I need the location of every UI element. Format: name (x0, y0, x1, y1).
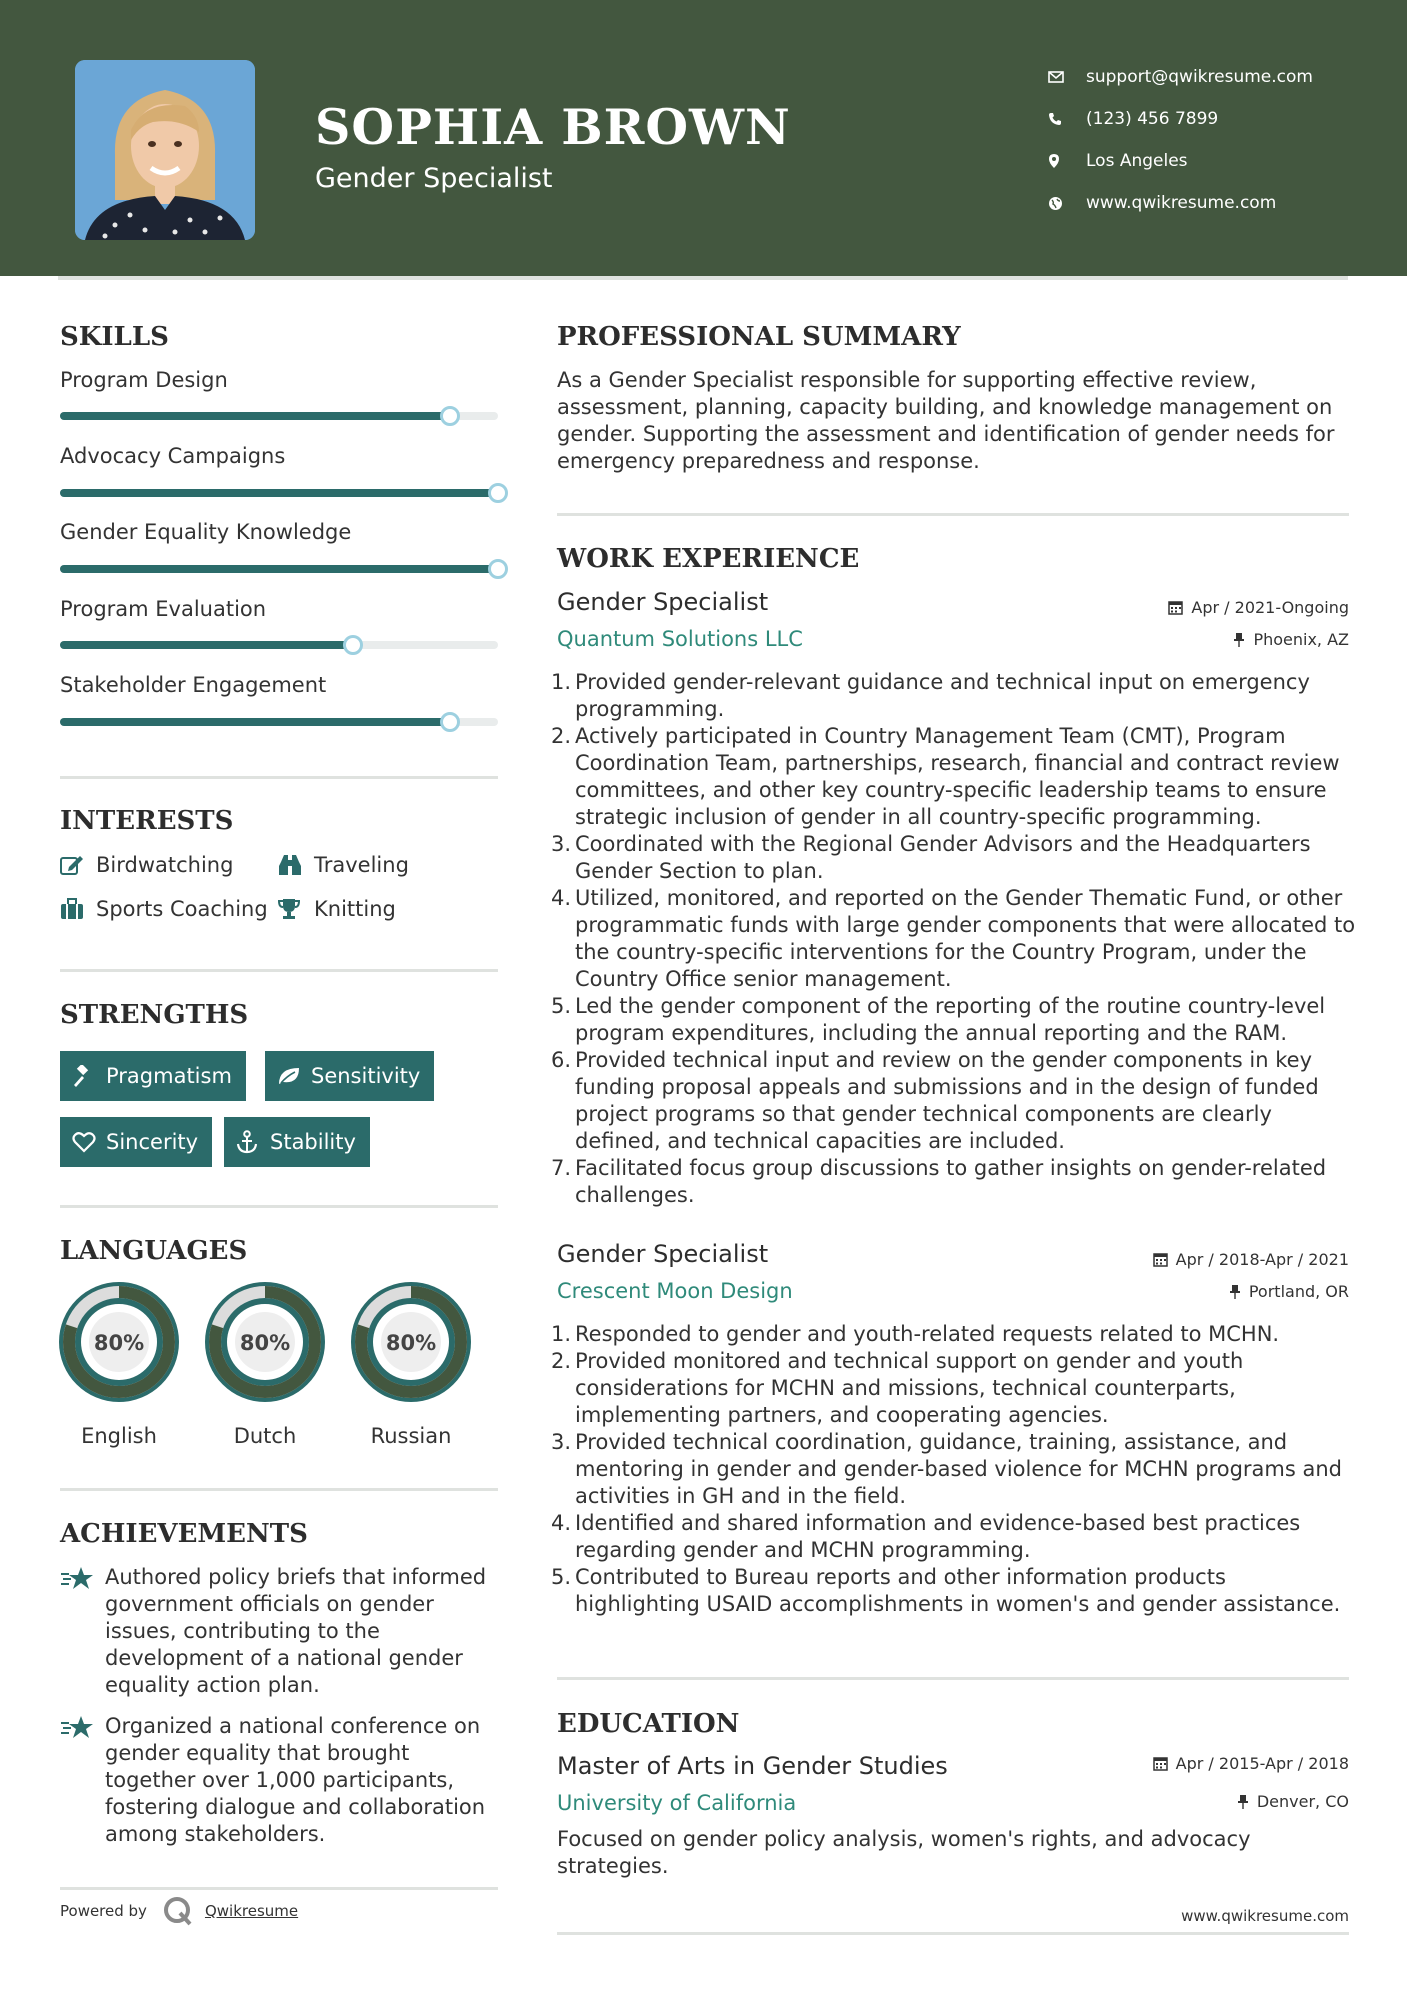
job-bullets (551, 1321, 1357, 1618)
contact-phone-text: (123) 456 7899 (1086, 109, 1219, 129)
pushpin-icon (1233, 632, 1245, 647)
strengths-title: STRENGTHS (60, 1000, 249, 1030)
summary-title: PROFESSIONAL SUMMARY (557, 322, 961, 352)
skill-label: Program Design (60, 368, 228, 392)
job-bullet: 4. Utilized, monitored, and reported on the Gender Thematic Fund, or other programmatic funds with large gender components that were allocated to the country-specific interventions for the Country Program, under the Country Office senior management. (551, 886, 1356, 991)
strength-tag (60, 1117, 212, 1167)
skill-bar-fill (60, 641, 353, 649)
language-percent: 80% (239, 1331, 291, 1355)
language-percent: 80% (385, 1331, 437, 1355)
education-title: EDUCATION (557, 1709, 740, 1739)
job-bullet: 1. Responded to gender and youth-related requests related to MCHN. (551, 1322, 1280, 1346)
section-divider (60, 1488, 498, 1491)
education-text: Focused on gender policy analysis, women's rights, and advocacy strategies. (557, 1827, 1251, 1878)
interests-title: INTERESTS (60, 806, 234, 836)
contact-email-text: support@qwikresume.com (1086, 67, 1313, 87)
language-item (349, 1280, 473, 1448)
section-divider (557, 1677, 1349, 1680)
qwikresume-link[interactable]: Qwikresume (204, 1902, 299, 1920)
contact-location-text: Los Angeles (1086, 151, 1188, 171)
language-donut (203, 1280, 327, 1404)
strength-tag (60, 1051, 246, 1101)
achievement-item (60, 1713, 500, 1848)
globe-icon (1048, 193, 1086, 213)
language-percent: 80% (93, 1331, 145, 1355)
job-bullet: 2. Actively participated in Country Management Team (CMT), Program Coordination Team, partnerships, research, financial and contract review committees, and other key country-specific leadership teams to ensure strategic inclusion of gender in all country-specific programming. (551, 724, 1340, 829)
skill-label: Program Evaluation (60, 597, 267, 621)
skill-bar-fill (60, 718, 450, 726)
briefcase-icon (60, 898, 96, 920)
gavel-icon (72, 1065, 106, 1087)
language-item (57, 1280, 181, 1448)
skill-bar-fill (60, 489, 498, 497)
strength-tag (224, 1117, 370, 1167)
edit-icon (60, 854, 96, 876)
education-location-text: Denver, CO (1256, 1792, 1349, 1811)
job-bullet: 3. Provided technical coordination, guidance, training, assistance, and mentoring in gender and gender-based violence for MCHN programs and activities in GH and in the field. (551, 1430, 1343, 1508)
job-bullets (551, 669, 1357, 1209)
achievement-item (60, 1564, 500, 1699)
calendar-icon (1168, 600, 1183, 615)
skill-bar (60, 565, 498, 573)
calendar-icon (1153, 1756, 1168, 1771)
strength-label: Stability (270, 1130, 356, 1154)
contact-list (1048, 56, 1378, 224)
powered-by (60, 1896, 298, 1926)
education-dates-text: Apr / 2015-Apr / 2018 (1175, 1754, 1349, 1773)
footer-divider (557, 1932, 1349, 1935)
skill-bar-knob (343, 635, 363, 655)
job-bullet: 5. Led the gender component of the reporting of the routine country-level program expenditures, including the annual reporting and the RAM. (551, 994, 1326, 1045)
heart-icon (72, 1131, 106, 1153)
skill-label: Gender Equality Knowledge (60, 520, 352, 544)
resume-header (0, 0, 1407, 276)
trophy-icon (278, 898, 314, 920)
interest-item (60, 853, 233, 877)
interest-label: Knitting (314, 897, 396, 921)
skill-bar-knob (440, 712, 460, 732)
language-item (203, 1280, 327, 1448)
skill-bar (60, 718, 498, 726)
degree-title: Master of Arts in Gender Studies (557, 1752, 948, 1780)
language-label: Dutch (233, 1424, 297, 1448)
envelope-icon (1048, 67, 1086, 87)
skill-bar (60, 412, 498, 420)
strength-label: Sensitivity (311, 1064, 421, 1088)
section-divider (60, 776, 498, 779)
language-donut (57, 1280, 181, 1404)
skill-bar-knob (488, 483, 508, 503)
skill-bar (60, 641, 498, 649)
achievement-text: Organized a national conference on gender equality that brought together over 1,000 participants, fostering dialogue and collaboration among stakeholders. (105, 1714, 486, 1846)
phone-icon (1048, 109, 1086, 129)
school-name: University of California (557, 1791, 797, 1815)
contact-website-text: www.qwikresume.com (1086, 193, 1277, 213)
job-location-text: Phoenix, AZ (1253, 630, 1349, 649)
portrait-image (75, 60, 255, 240)
strength-tag (265, 1051, 434, 1101)
profile-photo (75, 60, 255, 240)
interest-item (278, 853, 409, 877)
skill-bar-fill (60, 412, 450, 420)
education-location (1237, 1792, 1349, 1811)
language-label: English (81, 1424, 157, 1448)
strength-label: Sincerity (106, 1130, 199, 1154)
pushpin-icon (1237, 1794, 1249, 1809)
powered-by-text: Powered by (60, 1902, 147, 1920)
summary-text: As a Gender Specialist responsible for supporting effective review, assessment, planning, capacity building, and knowledge management on gender. Supporting the assessment and identification of gender needs for emergency preparedness and response. (557, 368, 1335, 473)
language-label: Russian (370, 1424, 452, 1448)
job-bullet: 2. Provided monitored and technical support on gender and youth considerations for MCHN and missions, technical counterparts, implementing partners, and cooperating agencies. (551, 1349, 1244, 1427)
section-divider (60, 1887, 498, 1890)
interest-item (278, 897, 396, 921)
skill-bar-fill (60, 565, 498, 573)
achievements-title: ACHIEVEMENTS (60, 1519, 308, 1549)
job-dates-text: Apr / 2018-Apr / 2021 (1175, 1250, 1349, 1269)
star-icon (60, 1713, 105, 1848)
job-bullet: 3. Coordinated with the Regional Gender Advisors and the Headquarters Gender Section to plan. (551, 832, 1311, 883)
skill-label: Advocacy Campaigns (60, 444, 286, 468)
contact-email[interactable] (1048, 56, 1378, 98)
job-title: Gender Specialist (557, 588, 769, 616)
interest-label: Traveling (314, 853, 409, 877)
education-dates (1153, 1754, 1349, 1773)
interest-item (60, 897, 268, 921)
footer-url[interactable]: www.qwikresume.com (1181, 1907, 1349, 1925)
candidate-role: Gender Specialist (315, 163, 553, 194)
leaf-icon (277, 1066, 311, 1086)
star-icon (60, 1564, 105, 1699)
job-location (1233, 630, 1349, 649)
section-divider (60, 1205, 498, 1208)
language-donut (349, 1280, 473, 1404)
skills-title: SKILLS (60, 322, 169, 352)
languages-title: LANGUAGES (60, 1236, 248, 1266)
binoculars-icon (278, 854, 314, 876)
job-title: Gender Specialist (557, 1240, 769, 1268)
experience-title: WORK EXPERIENCE (557, 544, 860, 574)
header-divider (58, 276, 1348, 280)
qwikresume-logo-icon (163, 1896, 193, 1926)
interest-label: Sports Coaching (96, 897, 268, 921)
section-divider (60, 969, 498, 972)
interest-label: Birdwatching (96, 853, 234, 877)
job-location-text: Portland, OR (1248, 1282, 1349, 1301)
company-name: Quantum Solutions LLC (557, 627, 803, 651)
contact-website[interactable] (1048, 182, 1378, 224)
job-dates (1153, 1250, 1349, 1269)
contact-location (1048, 140, 1378, 182)
job-bullet: 7. Facilitated focus group discussions to gather insights on gender-related challenges. (551, 1156, 1327, 1207)
job-dates-text: Apr / 2021-Ongoing (1191, 598, 1349, 617)
contact-phone[interactable] (1048, 98, 1378, 140)
strength-label: Pragmatism (106, 1064, 232, 1088)
job-location (1229, 1282, 1349, 1301)
job-bullet: 4. Identified and shared information and evidence-based best practices regarding gender and MCHN programming. (551, 1511, 1301, 1562)
pushpin-icon (1229, 1284, 1241, 1299)
map-pin-icon (1048, 151, 1086, 171)
skill-bar-knob (440, 406, 460, 426)
section-divider (557, 513, 1349, 516)
job-bullet: 5. Contributed to Bureau reports and other information products highlighting USAID accomplishments in women's and gender assistance. (551, 1565, 1341, 1616)
calendar-icon (1153, 1252, 1168, 1267)
candidate-name: SOPHIA BROWN (315, 98, 791, 156)
job-bullet: 1. Provided gender-relevant guidance and technical input on emergency programming. (551, 670, 1310, 721)
skill-bar-knob (488, 559, 508, 579)
job-bullet: 6. Provided technical input and review on the gender components in key funding proposal appeals and submissions and in the design of funded project programs so that gender technical components are clearly defined, and technical capacities are included. (551, 1048, 1319, 1153)
job-dates (1168, 598, 1349, 617)
achievement-text: Authored policy briefs that informed government officials on gender issues, contributing to the development of a national gender equality action plan. (105, 1565, 487, 1697)
skill-bar (60, 489, 498, 497)
company-name: Crescent Moon Design (557, 1279, 793, 1303)
skill-label: Stakeholder Engagement (60, 673, 327, 697)
anchor-icon (236, 1130, 270, 1154)
